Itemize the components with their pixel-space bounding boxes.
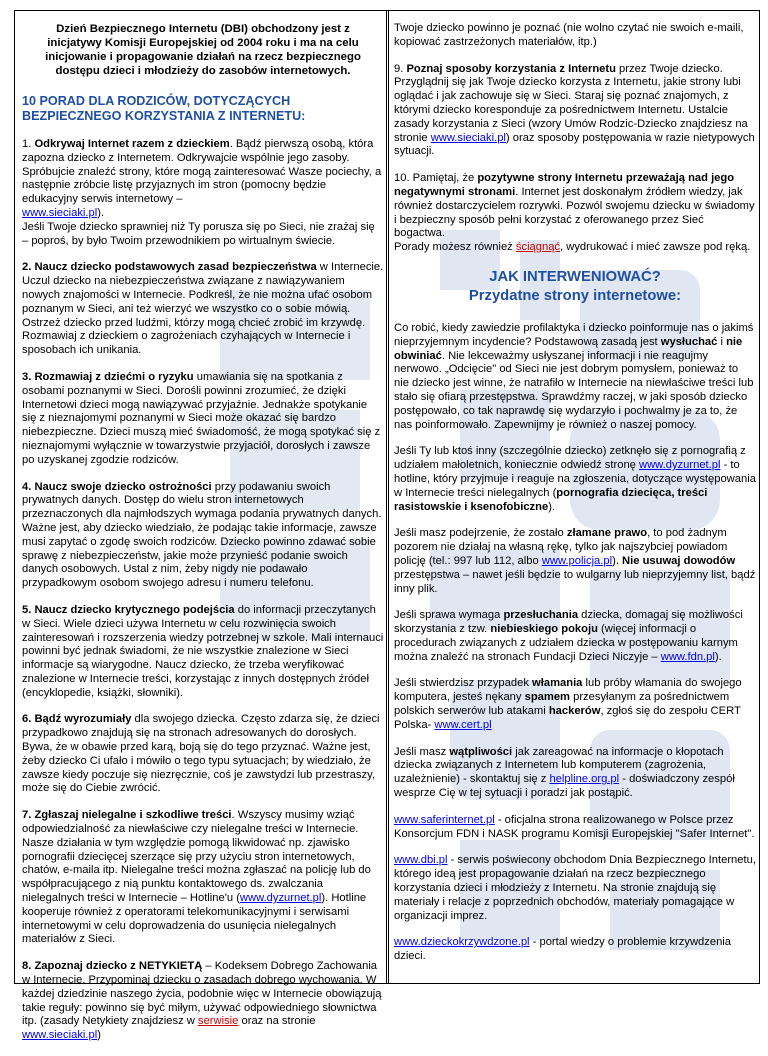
tip-9-text: przez Twoje dziecko. Przyglądnij się jak Twoje dziecko korzysta z Internetu, jakie strony lubi oglądać i jak zachowuje się w Sieci. Staraj się poznać znajomych, z którymi dziecko koresponduje za pośrednictwem Internetu. Ustalcie zasady korzystania z Sieci (wzory Umów Rodzic-Dziecko znajdziesz na stronie [394,62,748,144]
r4-bold2: niebieskiego pokoju [490,623,598,636]
intervene-heading-line1: JAK INTERWENIOWAĆ? [489,268,661,285]
r5-bold3: hackerów [548,705,601,718]
r6-bold: wątpliwości [449,745,513,758]
tip-8-text3: ) [97,1029,101,1042]
tip-7-bold: 7. Zgłaszaj nielegalne i szkodliwe treści [22,809,232,822]
r1-text3: . Nie lekceważmy usłyszanej informacji i nie reagujmy nerwowo. „Odcięcie" od Sieci nie jest dobrym pomysłem, ponieważ to nie dziecko jest winne, że natrafiło w Internecie na niewłaściwe treści lub stało się ofiarą przestępstwa. Sprawdźmy raczej, w jaki sposób dziecko postępowało, co tak naprawdę się wydarzyło i pochwalmy je za to, że nas poinformowało. Zapewnijmy je również o naszej pomocy. [394,349,754,431]
tip-3 [22,371,384,468]
tip-1-text: . Bądź pierwszą osobą, która zapozna dziecko z Internetem. Odkrywajcie wspólnie jego zasoby. Spróbujcie znaleźć strony, które mogą zainteresować Wasze pociechy, a następnie zróbcie listę przyjaznych im stron (pomocny będzie edukacyjny serwis internetowy – [22,138,382,206]
tip-2-text: w Internecie. Uczul dziecko na niebezpieczeństwa związane z nawiązywaniem nowych znajomości w Internecie. Podkreśl, że nie można ufać osobom poznanym w Sieci, ani też wierzyć we wszystko co o sobie mówią. Ostrzeż dziecko przed ludźmi, którzy mogą chcieć zrobić im krzywdę. Rozmawiaj z dzieckiem o zagrożeniach czyhających w Internecie i sposobach ich unikania. [22,261,384,357]
tip-5-text: do informacji przeczytanych w Sieci. Wiele dzieci używa Internetu w celu rozwinięcia swoich zainteresowań i rozszerzenia wiedzy potrzebnej w szkole. Mali internauci powinni być jednak świadomi, że nie wszystkie znalezione w Sieci informacje są wiarygodne. Naucz dziecko, że trzeba weryfikować znalezione w Internecie treści, korzystając z innych dostępnych źródeł (encyklopedie, książki, słowniki). [22,603,384,699]
r5-bold2: spamem [524,691,570,704]
link-sieciaki-2[interactable]: www.sieciaki.pl [22,1029,98,1042]
left-column [22,22,384,1056]
tip-4-bold: 4. Naucz swoje dziecko ostrożności [22,480,212,493]
tip-9-number: 9. [394,62,407,75]
tip-2-bold: 2. Naucz dziecko podstawowych zasad bezpieczeństwa [22,261,317,274]
tip-10 [394,172,756,255]
tip-6-bold: 6. Bądź wyrozumiały [22,713,132,726]
r5-text4: , zgłoś się do zespołu CERT Polska- [394,705,741,731]
link-serwisie[interactable]: serwisie [197,1015,239,1028]
intervene-heading-line2: Przydatne strony internetowe: [468,287,682,304]
link-sciagnac[interactable]: ściągnąć [515,241,561,254]
intervene-pornography [394,445,756,514]
tip-7-text2: ). Hotline kooperuje również z operatorami telekomunikacyjnymi i serwisami internetowymi w celu doprowadzenia do usunięcia nielegalnych materiałów z Sieci. [22,892,367,946]
r1-text: Co robić, kiedy zawiedzie profilaktyka i dziecko poinformuje nas o jakimś nieprzyjemnym incydencie? Podstawową zasadą jest [394,321,754,348]
tip-1-text3: Jeśli Twoje dziecko sprawniej niż Ty porusza się po Sieci, nie zrażaj się – poproś, by było Twoim przewodnikiem po wirtualnym świecie. [22,220,375,247]
r3-text4: przestępstwa – nawet jeśli będzie to wulgarny lub nieprzyjemny list, bądź inny plik. [394,568,756,595]
intervene-law [394,527,756,596]
r3-bold: złamane prawo [566,527,648,540]
tip-7 [22,809,384,947]
r5-text: Jeśli stwierdzisz przypadek [394,677,533,690]
link-dyzurnet[interactable]: www.dyzurnet.pl [239,892,322,905]
tip-10-text: . Internet jest doskonałym źródłem wiedzy, jak również dostarczycielem rozrywki. Pozwól swojemu dziecku w świadomy i bezpieczny sposób pełni korzystać z oferowanego przez Sieć bogactwa. [394,185,755,240]
site-dbi [394,854,756,923]
tip-4 [22,481,384,591]
tip-9 [394,63,756,160]
link-dyzurnet-2[interactable]: www.dyzurnet.pl [639,459,721,472]
tip-1-bold: Odkrywaj Internet razem z dzieckiem [34,138,230,150]
r4-text: Jeśli sprawa wymaga [394,609,504,622]
tip-3-text: umawiania się na spotkania z osobami poznanymi w Sieci. Dorośli powinni zrozumieć, że dzięki Internetowi dzieci mogą nawiązywać przyjaźnie. Jednakże spotykanie się z nieznajomymi poznanymi w Sieci może okazać się bardzo niebezpieczne. Dzieci muszą mieć świadomość, że mogą spotykać się z nieznajomymi wyłącznie w towarzystwie przyjaciół, dorosłych i zawsze po uzyskanej zgodzie rodziców. [22,370,381,466]
tip-2 [22,261,384,358]
tip-10-bold: pozytywne strony Internetu przeważają nad jego negatywnymi stronami [394,172,735,198]
intervene-doubts [394,746,756,801]
r6-text3: - doświadczony zespół wesprze Cię w tej sytuacji i poradzi jak postąpić. [394,773,735,800]
r5-text3: przesyłanym za pośrednictwem polskich serwerów lub atakami [394,691,730,718]
r1-text2: i [717,335,727,348]
intervene-hacking [394,677,756,732]
link-saferinternet[interactable]: www.saferinternet.pl [394,813,495,826]
intervene-intro [394,322,756,432]
r4-text3: (więcej informacji o procedurach związanych z udziałem dziecka w postępowaniu karnym można znaleźć na stronach Fundacji Dzieci Niczyje – [394,623,738,663]
site-saferinternet [394,814,756,842]
tip-10-text3: , wydrukować i mieć zawsze pod ręką. [560,241,751,254]
s3-text: - portal wiedzy o problemie krzywdzenia dzieci. [394,936,732,963]
r1-bold2: nie obwiniać [394,335,743,362]
intro-title: Dzień Bezpiecznego Internetu (DBI) obchodzony jest z inicjatywy Komisji Europejskiej od 2004 roku i ma na celu inicjowanie i propagowanie działań na rzecz bezpiecznego dostępu dzieci i młodzieży do zasobów internetowych. [45,23,361,77]
right-column [394,22,756,977]
tip-9-bold: Poznaj sposoby korzystania z Internetu [406,62,616,75]
s2-text: - serwis poświecony obchodom Dnia Bezpiecznego Internetu, którego ideą jest propagowanie działań na rzecz bezpiecznego korzystania dzieci i młodzieży z Internetu. Na stronie znajdują się materiały i relacje z poprzednich obchodów, materiały pomagające w organizacji imprez. [394,854,756,922]
r2-text2: - to hotline, który przyjmuje i reaguje na zgłoszenia, dotyczące występowania w Internecie treści nielegalnych ( [394,459,756,499]
r2-text3: ). [548,500,556,513]
link-sieciaki-3[interactable]: www.sieciaki.pl [430,131,506,144]
tip-5-bold: 5. Naucz dziecko krytycznego podejścia [22,603,235,616]
tip-8-text: – Kodeksem Dobrego Zachowania w Internecie. Przypominaj dziecku o zasadach dobrego wychowania. W każdej dziedzinie naszego życia, podobnie więc w Internecie obowiązują takie reguły: powinno się być miłym, używać odpowiedniego słownictwa itp. (zasady Netykiety znajdziesz w [22,960,382,1028]
intervene-hearing [394,609,756,664]
tip-7-text: . Wszyscy musimy wziąć odpowiedzialność za niewłaściwe czy nielegalne treści w Internecie. Nasze działania w tym względzie pomogą likwidować np. zjawisko pornografii dziecięcej szerzące się przy użyciu stron internetowych, chatów, e-maila itp. Nielegalne treści można zgłaszać na policję lub do współpracującego z nią punktu kontaktowego ds. zwalczania nielegalnych treści w Internecie – Hotline'u ( [22,809,371,905]
r3-text2: , to pod żadnym pozorem nie działaj na własną rękę, tylko jak najszybciej powiadom policję (tel.: 997 lub 112, albo [394,527,728,567]
link-sieciaki[interactable]: www.sieciaki.pl [22,206,98,219]
r6-text2: jak zareagować na informacje o kłopotach dziecka związanych z Internetem lub komputerem (zagrożenia, uzależnienie) - skontaktuj się z [394,745,724,786]
r6-text: Jeśli masz [394,745,450,758]
link-policja[interactable]: www.policja.pl [541,554,613,567]
site-dzieckokrzywdzone [394,936,756,964]
tip-6 [22,713,384,796]
r4-bold: przesłuchania [503,609,579,622]
s1-text: - oficjalna strona realizowanego w Polsce przez Konsorcjum FDN i NASK programu Komisji Europejskiej "Safer Internet". [394,813,755,840]
r3-text3: ). [612,554,623,567]
tip-1-text2: ). [97,206,105,219]
r2-text: Jeśli Ty lub ktoś inny (szczególnie dziecko) zetknęło się z pornografią z udziałem małoletnich, koniecznie odwiedź stronę [394,445,746,472]
r2-bold: pornografia dziecięca, treści rasistowskie i ksenofobiczne [394,486,708,513]
tip-8-text2: oraz na stronie [238,1015,316,1028]
tip-6-text: dla swojego dziecka. Często zdarza się, że dzieci przypadkowo znajdują się na stronach adresowanych do dorosłych. Bywa, że w obawie przed karą, boją się do tego przyznać. Ważne jest, żeby dziecko Ci ufało i mówiło o tego typu sytuacjach; by wiedziało, że zawsze kiedy poczuje się niezręcznie, coś je zawstydzi lub przestraszy, może się do Ciebie zwrócić. [22,713,380,795]
link-fdn[interactable]: www.fdn.pl [660,650,715,663]
tip-9-text2: ) oraz sposoby postępowania w razie nietypowych sytuacji. [394,131,755,158]
tip-5 [22,604,384,701]
r1-bold: wysłuchać [660,335,718,348]
intervene-heading [394,268,756,306]
r3-bold2: Nie usuwaj dowodów [622,554,736,567]
tip-8-continued: Twoje dziecko powinno je poznać (nie wolno czytać nie swoich e-maili, kopiować zastrzeżonych materiałów, itp.) [394,22,744,48]
tip-1 [22,138,384,248]
link-dzieckokrzywdzone[interactable]: www.dzieckokrzywdzone.pl [394,936,530,949]
tip-1-number: 1. [22,138,32,150]
link-dbi[interactable]: www.dbi.pl [394,854,448,867]
tip-8 [22,960,384,1043]
r4-text2: dziecka, domagaj się możliwości skorzystania z tzw. [394,609,743,636]
link-cert[interactable]: www.cert.pl [434,718,492,731]
tip-8-bold: 8. Zapoznaj dziecko z NETYKIETĄ [22,960,203,973]
r5-bold: włamania [532,677,583,690]
link-helpline[interactable]: helpline.org.pl [549,773,620,786]
tip-10-text2: Porady możesz również [394,241,516,254]
r5-text2: lub próby włamania do swojego komputera, jesteś nękany [394,677,742,704]
tip-10-number: 10. Pamiętaj, że [394,172,478,185]
tip-3-bold: 3. Rozmawiaj z dziećmi o ryzyku [22,370,194,383]
r3-text: Jeśli masz podejrzenie, że zostało [394,527,567,540]
tip-4-text: przy podawaniu swoich prywatnych danych. Dostęp do wielu stron internetowych przeznaczonych dla najmłodszych wymaga podania prywatnych danych. Ważne jest, aby dziecko wiedziało, że podając takie informacje, zawsze musi zapytać o zgodę swoich rodziców. Dziecko powinno zdawać sobie sprawę z niebezpieczeństw, jakie może przynieść podanie swoich danych osobowych. Ustal z nim, żeby nigdy nie podawało przypadkowym osobom swojego adresu i numeru telefonu. [22,480,382,590]
r4-text4: ). [714,650,722,663]
tips-heading: 10 PORAD DLA RODZICÓW, DOTYCZĄCYCH BEZPIECZNEGO KORZYSTANIA Z INTERNETU: [22,94,306,123]
